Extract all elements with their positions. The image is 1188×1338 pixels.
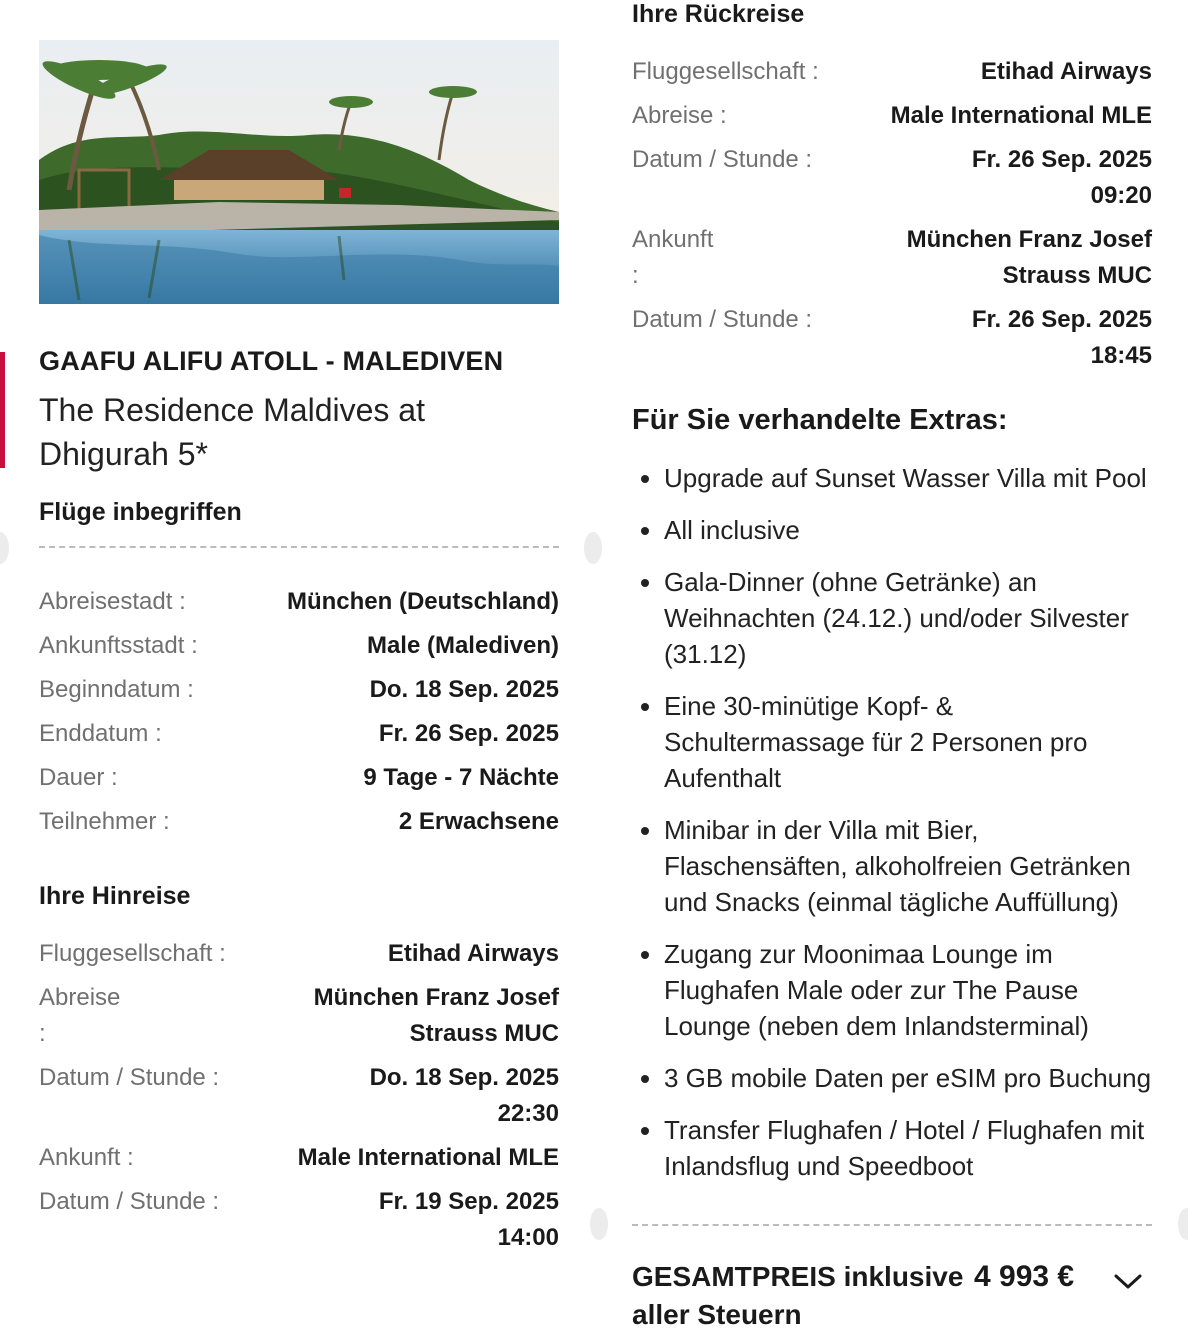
departure-label: Abreise :	[632, 102, 727, 129]
resort-pool-photo	[39, 40, 559, 304]
summary-label: Enddatum :	[39, 720, 162, 747]
trip-details	[632, 0, 1152, 1338]
departure-label-text: Abreise	[39, 984, 121, 1011]
ticket-notch-right	[1178, 1208, 1188, 1240]
divider	[632, 1224, 1152, 1226]
departure-value-line-1: München Franz Josef	[313, 984, 559, 1011]
date-value: Do. 18 Sep. 2025	[369, 1064, 559, 1091]
extras-list	[632, 460, 1152, 1200]
arrival-label	[632, 222, 732, 294]
outbound-dep-datetime-row	[39, 1060, 559, 1132]
ticket-notch-mid	[584, 532, 602, 564]
datetime-label: Datum / Stunde :	[39, 1064, 220, 1091]
extras-item: Zugang zur Moonimaa Lounge im Flughafen Male oder zur The Pause Lounge (neben dem Inlandsterminal)	[632, 936, 1152, 1044]
extras-item: Eine 30-minütige Kopf- & Schultermassage für 2 Personen pro Aufenthalt	[632, 688, 1152, 796]
return-arr-datetime-row	[632, 302, 1152, 374]
outbound-arr-datetime-row	[39, 1184, 559, 1256]
datetime-value	[972, 142, 1152, 214]
ticket-notch-left	[0, 532, 9, 564]
time-value: 18:45	[1090, 342, 1152, 369]
time-value: 22:30	[497, 1100, 559, 1127]
extras-item: Upgrade auf Sunset Wasser Villa mit Pool	[632, 460, 1152, 496]
date-value: Fr. 26 Sep. 2025	[971, 306, 1152, 333]
airline-label: Fluggesellschaft :	[39, 940, 226, 967]
arrival-value	[862, 222, 1152, 294]
outbound-heading: Ihre Hinreise	[39, 882, 191, 910]
summary-value: Fr. 26 Sep. 2025	[378, 720, 559, 747]
ticket-notch-mid-lower	[590, 1208, 608, 1240]
hotel-name[interactable]: The Residence Maldives at Dhigurah 5*	[39, 392, 425, 472]
extras-item: 3 GB mobile Daten per eSIM pro Buchung	[632, 1060, 1152, 1096]
summary-label: Beginndatum :	[39, 676, 194, 703]
time-value: 09:20	[1090, 182, 1152, 209]
arrival-value: Male International MLE	[297, 1144, 559, 1171]
divider	[39, 546, 559, 548]
extras-item: Transfer Flughafen / Hotel / Flughafen mit Inlandsflug und Speedboot	[632, 1112, 1152, 1184]
extras-item: Minibar in der Villa mit Bier, Flaschensäften, alkoholfreien Getränken und Snacks (einmal tägliche Auffüllung)	[632, 812, 1152, 920]
summary-value: Male (Malediven)	[366, 632, 559, 659]
airline-label: Fluggesellschaft :	[632, 58, 819, 85]
total-price-label: GESAMTPREIS inklusive aller Steuern	[632, 1261, 964, 1330]
airline-value: Etihad Airways	[387, 940, 559, 967]
return-arrival-row	[632, 222, 1152, 294]
return-heading: Ihre Rückreise	[632, 0, 805, 28]
arrival-label-colon: :	[632, 262, 639, 289]
summary-value: Do. 18 Sep. 2025	[369, 676, 559, 703]
arrival-label: Ankunft :	[39, 1144, 134, 1171]
datetime-label: Datum / Stunde :	[632, 146, 813, 173]
extras-item: Gala-Dinner (ohne Getränke) an Weihnachten (24.12.) und/oder Silvester (31.12)	[632, 564, 1152, 672]
time-value: 14:00	[497, 1224, 559, 1251]
summary-label: Dauer :	[39, 764, 118, 791]
datetime-value	[972, 302, 1152, 374]
departure-value	[269, 980, 559, 1052]
datetime-label: Datum / Stunde :	[632, 306, 813, 333]
departure-label	[39, 980, 139, 1052]
datetime-value	[379, 1184, 559, 1256]
summary-value: 2 Erwachsene	[398, 808, 559, 835]
destination-region: GAAFU ALIFU ATOLL - MALEDIVEN	[39, 346, 504, 376]
summary-value: 9 Tage - 7 Nächte	[363, 764, 559, 791]
outbound-departure-row	[39, 980, 559, 1052]
hotel-card	[39, 0, 559, 1338]
summary-value: München (Deutschland)	[286, 588, 559, 615]
chevron-down-icon[interactable]	[1110, 1268, 1146, 1294]
arrival-value-line-1: München Franz Josef	[906, 226, 1152, 253]
extras-item: All inclusive	[632, 512, 1152, 548]
summary-label: Abreisestadt :	[39, 588, 186, 615]
datetime-value	[370, 1060, 559, 1132]
arrival-value-line-2: Strauss MUC	[1002, 262, 1152, 289]
extras-title: Für Sie verhandelte Extras:	[632, 404, 1008, 436]
departure-value-line-2: Strauss MUC	[409, 1020, 559, 1047]
summary-label: Ankunftsstadt :	[39, 632, 198, 659]
chevron-down-icon-graphic	[1110, 1268, 1146, 1294]
hotel-image	[39, 40, 559, 304]
date-value: Fr. 26 Sep. 2025	[971, 146, 1152, 173]
departure-value: Male International MLE	[890, 102, 1152, 129]
summary-label: Teilnehmer :	[39, 808, 170, 835]
date-value: Fr. 19 Sep. 2025	[378, 1188, 559, 1215]
return-dep-datetime-row	[632, 142, 1152, 214]
accent-bar	[0, 352, 5, 468]
datetime-label: Datum / Stunde :	[39, 1188, 220, 1215]
arrival-label-text: Ankunft	[632, 226, 714, 253]
departure-label-colon: :	[39, 1020, 46, 1047]
airline-value: Etihad Airways	[980, 58, 1152, 85]
flights-included-heading: Flüge inbegriffen	[39, 498, 242, 526]
total-price-value: 4 993 €	[974, 1260, 1075, 1293]
